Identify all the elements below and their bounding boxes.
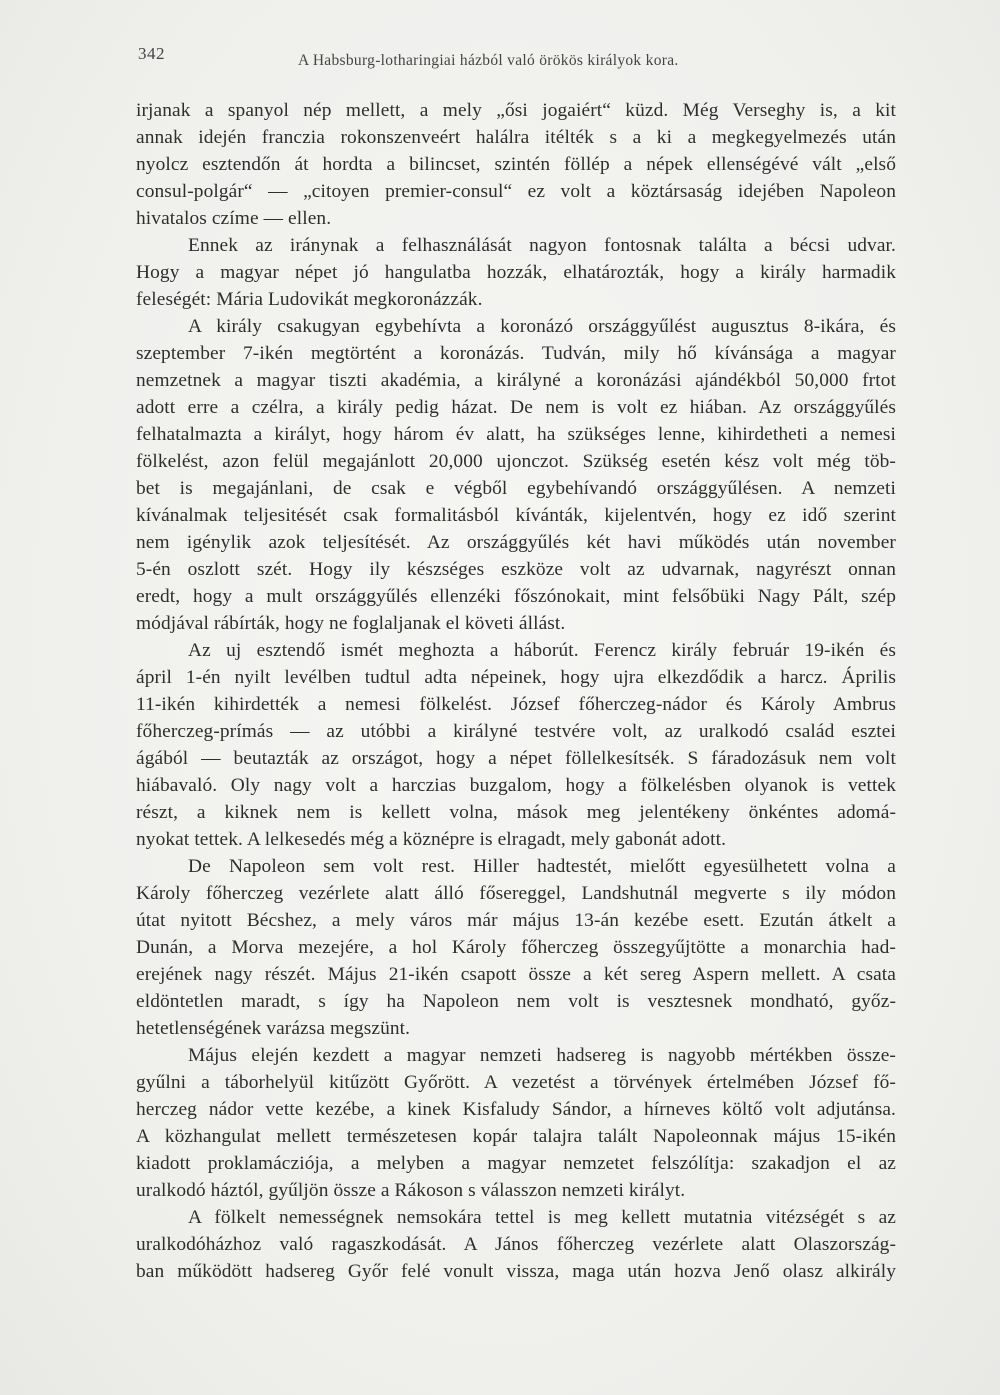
text-line: A fölkelt nemességnek nemsokára tettel is meg kellett mutatnia vitézségét s az <box>188 1207 896 1228</box>
text-line: annak idején franczia rokonszenveért halálra itélték s a ki a megkegyelmezés után <box>136 127 896 148</box>
text-line: szeptember 7-ikén megtörtént a koronázás. Tudván, mily hő kívánsága a magyar <box>136 343 896 364</box>
text-line: ban működött hadsereg Győr felé vonult vissza, maga után hozva Jenő olasz alkirály <box>136 1261 896 1282</box>
text-line: Hogy a magyar népet jó hangulatba hozzák, elhatározták, hogy a király harmadik <box>136 262 896 283</box>
text-line: feleségét: Mária Ludovikát megkoronázzák. <box>136 289 483 310</box>
text-line: felhatalmazta a királyt, hogy három év alatt, ha szükséges lenne, kihirdetheti a nemesi <box>136 424 896 445</box>
text-line: A király csakugyan egybehívta a koronázó országgyűlést augusztus 8-ikára, és <box>188 316 896 337</box>
running-title: A Habsburg-lotharingiai házból való örökös királyok kora. <box>298 52 679 69</box>
text-line: A közhangulat mellett természetesen kopár talajra talált Napoleonnak május 15-ikén <box>136 1126 896 1147</box>
text-line: gyűlni a táborhelyül kitűzött Győrött. A vezetést a törvények értelmében József fő- <box>136 1072 896 1093</box>
body-text <box>136 97 896 1285</box>
text-line: Dunán, a Morva mezejére, a hol Károly főherczeg összegyűjtötte a monarchia had- <box>136 937 896 958</box>
text-line: nyolcz esztendőn át hordta a bilincset, szintén föllép a népek ellenségévé vált „első <box>136 154 896 175</box>
page-number: 342 <box>138 44 165 63</box>
text-line: erejének nagy részét. Május 21-ikén csapott össze a két sereg Aspern mellett. A csata <box>136 964 896 985</box>
text-line: részt, a kiknek nem is kellett volna, mások meg jelentékeny önkéntes adomá- <box>136 802 896 823</box>
text-line: hetetlenségének varázsa megszünt. <box>136 1018 411 1039</box>
text-line: Május elején kezdett a magyar nemzeti hadsereg is nagyobb mértékben össze- <box>188 1045 896 1066</box>
text-line: eredt, hogy a mult országgyűlés ellenzéki főszónokait, mint felsőbüki Nagy Pált, szép <box>136 586 896 607</box>
text-line: nyokat tettek. A lelkesedés még a köznépre is elragadt, mely gabonát adott. <box>136 829 727 850</box>
text-line: fölkelést, azon felül megajánlott 20,000 ujonczot. Szükség esetén kész volt még töb- <box>136 451 896 472</box>
text-line: consul-polgár“ — „citoyen premier-consul“ ez volt a köztársaság idejében Napoleon <box>136 181 896 202</box>
text-line: adott erre a czélra, a király pedig házat. De nem is volt ez hiában. Az országgyűlés <box>136 397 896 418</box>
text-line: kívánalmak teljesitését csak formalitásból kívánták, kijelentvén, hogy ez idő szerint <box>136 505 896 526</box>
text-line: nem igénylik azok teljesítését. Az országgyűlés két havi működés után november <box>136 532 896 553</box>
text-line: Az uj esztendő ismét meghozta a háborút. Ferencz király február 19-ikén és <box>188 640 896 661</box>
text-line: Ennek az iránynak a felhasználását nagyon fontosnak találta a bécsi udvar. <box>188 235 896 256</box>
text-line: ágából — beutazták az országot, hogy a népet föllelkesítsék. S fáradozásuk nem volt <box>136 748 896 769</box>
text-line: hiábavaló. Oly nagy volt a harczias buzgalom, hogy a fölkelésben olyanok is vettek <box>136 775 896 796</box>
text-line: hivatalos czíme — ellen. <box>136 208 332 229</box>
text-line: bet is megajánlani, de csak e végből egybehívandó országgyűlésen. A nemzeti <box>136 478 896 499</box>
text-line: herczeg nádor vette kezébe, a kinek Kisfaludy Sándor, a hírneves költő volt adjutánsa. <box>136 1099 896 1120</box>
page-header <box>138 44 908 74</box>
text-line: 11-ikén kihirdették a nemesi fölkelést. József főherczeg-nádor és Károly Ambrus <box>136 694 896 715</box>
text-line: Károly főherczeg vezérlete alatt álló fősereggel, Landshutnál megverte s ily módon <box>136 883 896 904</box>
text-line: útat nyitott Bécshez, a mely város már május 13-án kezébe esett. Ezután átkelt a <box>136 910 896 931</box>
text-line: főherczeg-prímás — az utóbbi a királyné testvére volt, az uralkodó család esztei <box>136 721 896 742</box>
text-line: módjával rábírták, hogy ne foglaljanak el követi állást. <box>136 613 566 634</box>
text-line: nemzetnek a magyar tiszti akadémia, a királyné a koronázási ajándékból 50,000 frtot <box>136 370 896 391</box>
text-line: ápril 1-én nyilt levélben tudtul adta népeinek, hogy ujra elkezdődik a harcz. Április <box>136 667 896 688</box>
text-line: irjanak a spanyol nép mellett, a mely „ősi jogaiért“ küzd. Még Verseghy is, a kit <box>136 100 896 121</box>
text-line: kiadott proklamácziója, a melyben a magyar nemzetet felszólítja: szakadjon el az <box>136 1153 896 1174</box>
text-line: De Napoleon sem volt rest. Hiller hadtestét, mielőtt egyesülhetett volna a <box>188 856 896 877</box>
text-line: uralkodóházhoz való ragaszkodását. A János főherczeg vezérlete alatt Olaszország- <box>136 1234 896 1255</box>
text-line: eldöntetlen maradt, s így ha Napoleon nem volt is vesztesnek mondható, győz- <box>136 991 896 1012</box>
text-line: 5-én oszlott szét. Hogy ily készséges eszköze volt az udvarnak, nagyrészt onnan <box>136 559 896 580</box>
text-line: uralkodó háztól, gyűljön össze a Rákoson s válasszon nemzeti királyt. <box>136 1180 686 1201</box>
